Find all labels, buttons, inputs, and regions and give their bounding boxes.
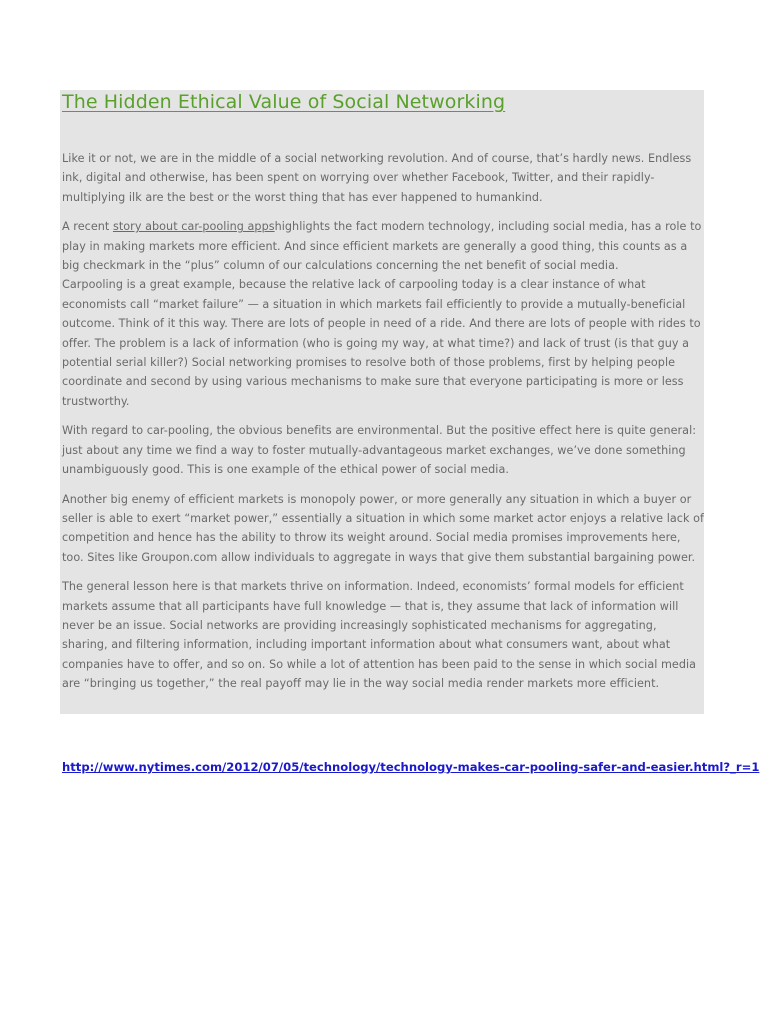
paragraph-text: A recent — [62, 220, 113, 234]
paragraph-intro: Like it or not, we are in the middle of a social networking revolution. And of course, that’s hardly news. Endless ink, digital and otherwise, has been spent on worrying over whether Facebook, Twitter, and their rapidly-multiplying ilk are the best or the worst thing that has ever happened to humankind. — [62, 152, 692, 204]
article-title[interactable]: The Hidden Ethical Value of Social Networking — [62, 91, 506, 113]
paragraph-general-lesson: The general lesson here is that markets thrive on information. Indeed, economists’ formal models for efficient markets assume that all participants have full knowledge — that is, they assume that lack of information will never be an issue. Social networks are providing increasingly sophisticated mechanisms for aggregating, sharing, and filtering information, including important information about what consumers want, about what companies have to offer, and so on. So while a lot of attention has been paid to the sense in which social media are “bringing us together,” the real payoff may lie in the way social media render markets more efficient. — [62, 580, 697, 691]
paragraph-monopoly: Another big enemy of efficient markets is monopoly power, or more generally any situation in which a buyer or seller is able to exert “market power,” essentially a situation in which some market actor enjoys a relative lack of competition and hence has the ability to throw its weight around. Social media promises improvements here, too. Sites like Groupon.com allow individuals to aggregate in ways that give them substantial bargaining power. — [62, 492, 704, 564]
story-link[interactable]: story about car-pooling apps — [112, 220, 275, 234]
paragraph-carpooling-story — [62, 217, 704, 275]
paragraph-text: highlights the fact modern technology, including social media, has a role to play in making markets more efficient. And since efficient markets are generally a good thing, this counts as a big checkmark in the “plus” column of our calculations concerning the net benefit of social media. — [62, 220, 702, 273]
paragraph-carpooling-example: Carpooling is a great example, because the relative lack of carpooling today is a clear instance of what economists call “market failure” — a situation in which markets fail efficiently to provide a mutually-beneficial outcome. Think of it this way. There are lots of people in need of a ride. And there are lots of people with rides to offer. The problem is a lack of information (who is going my way, at what time?) and lack of trust (is that guy a potential serial killer?) Social networking promises to resolve both of those problems, first by helping people coordinate and second by using various mechanisms to make sure that everyone participating is more or less trustworthy. — [62, 278, 701, 408]
article-box — [60, 90, 704, 714]
source-url-link[interactable]: http://www.nytimes.com/2012/07/05/technology/technology-makes-car-pooling-safer-and-easier.html?_r=1 — [62, 760, 760, 774]
paragraph-environmental: With regard to car-pooling, the obvious benefits are environmental. But the positive effect here is quite general: just about any time we find a way to foster mutually-advantageous market exchanges, we’ve done something unambiguously good. This is one example of the ethical power of social media. — [62, 424, 697, 477]
